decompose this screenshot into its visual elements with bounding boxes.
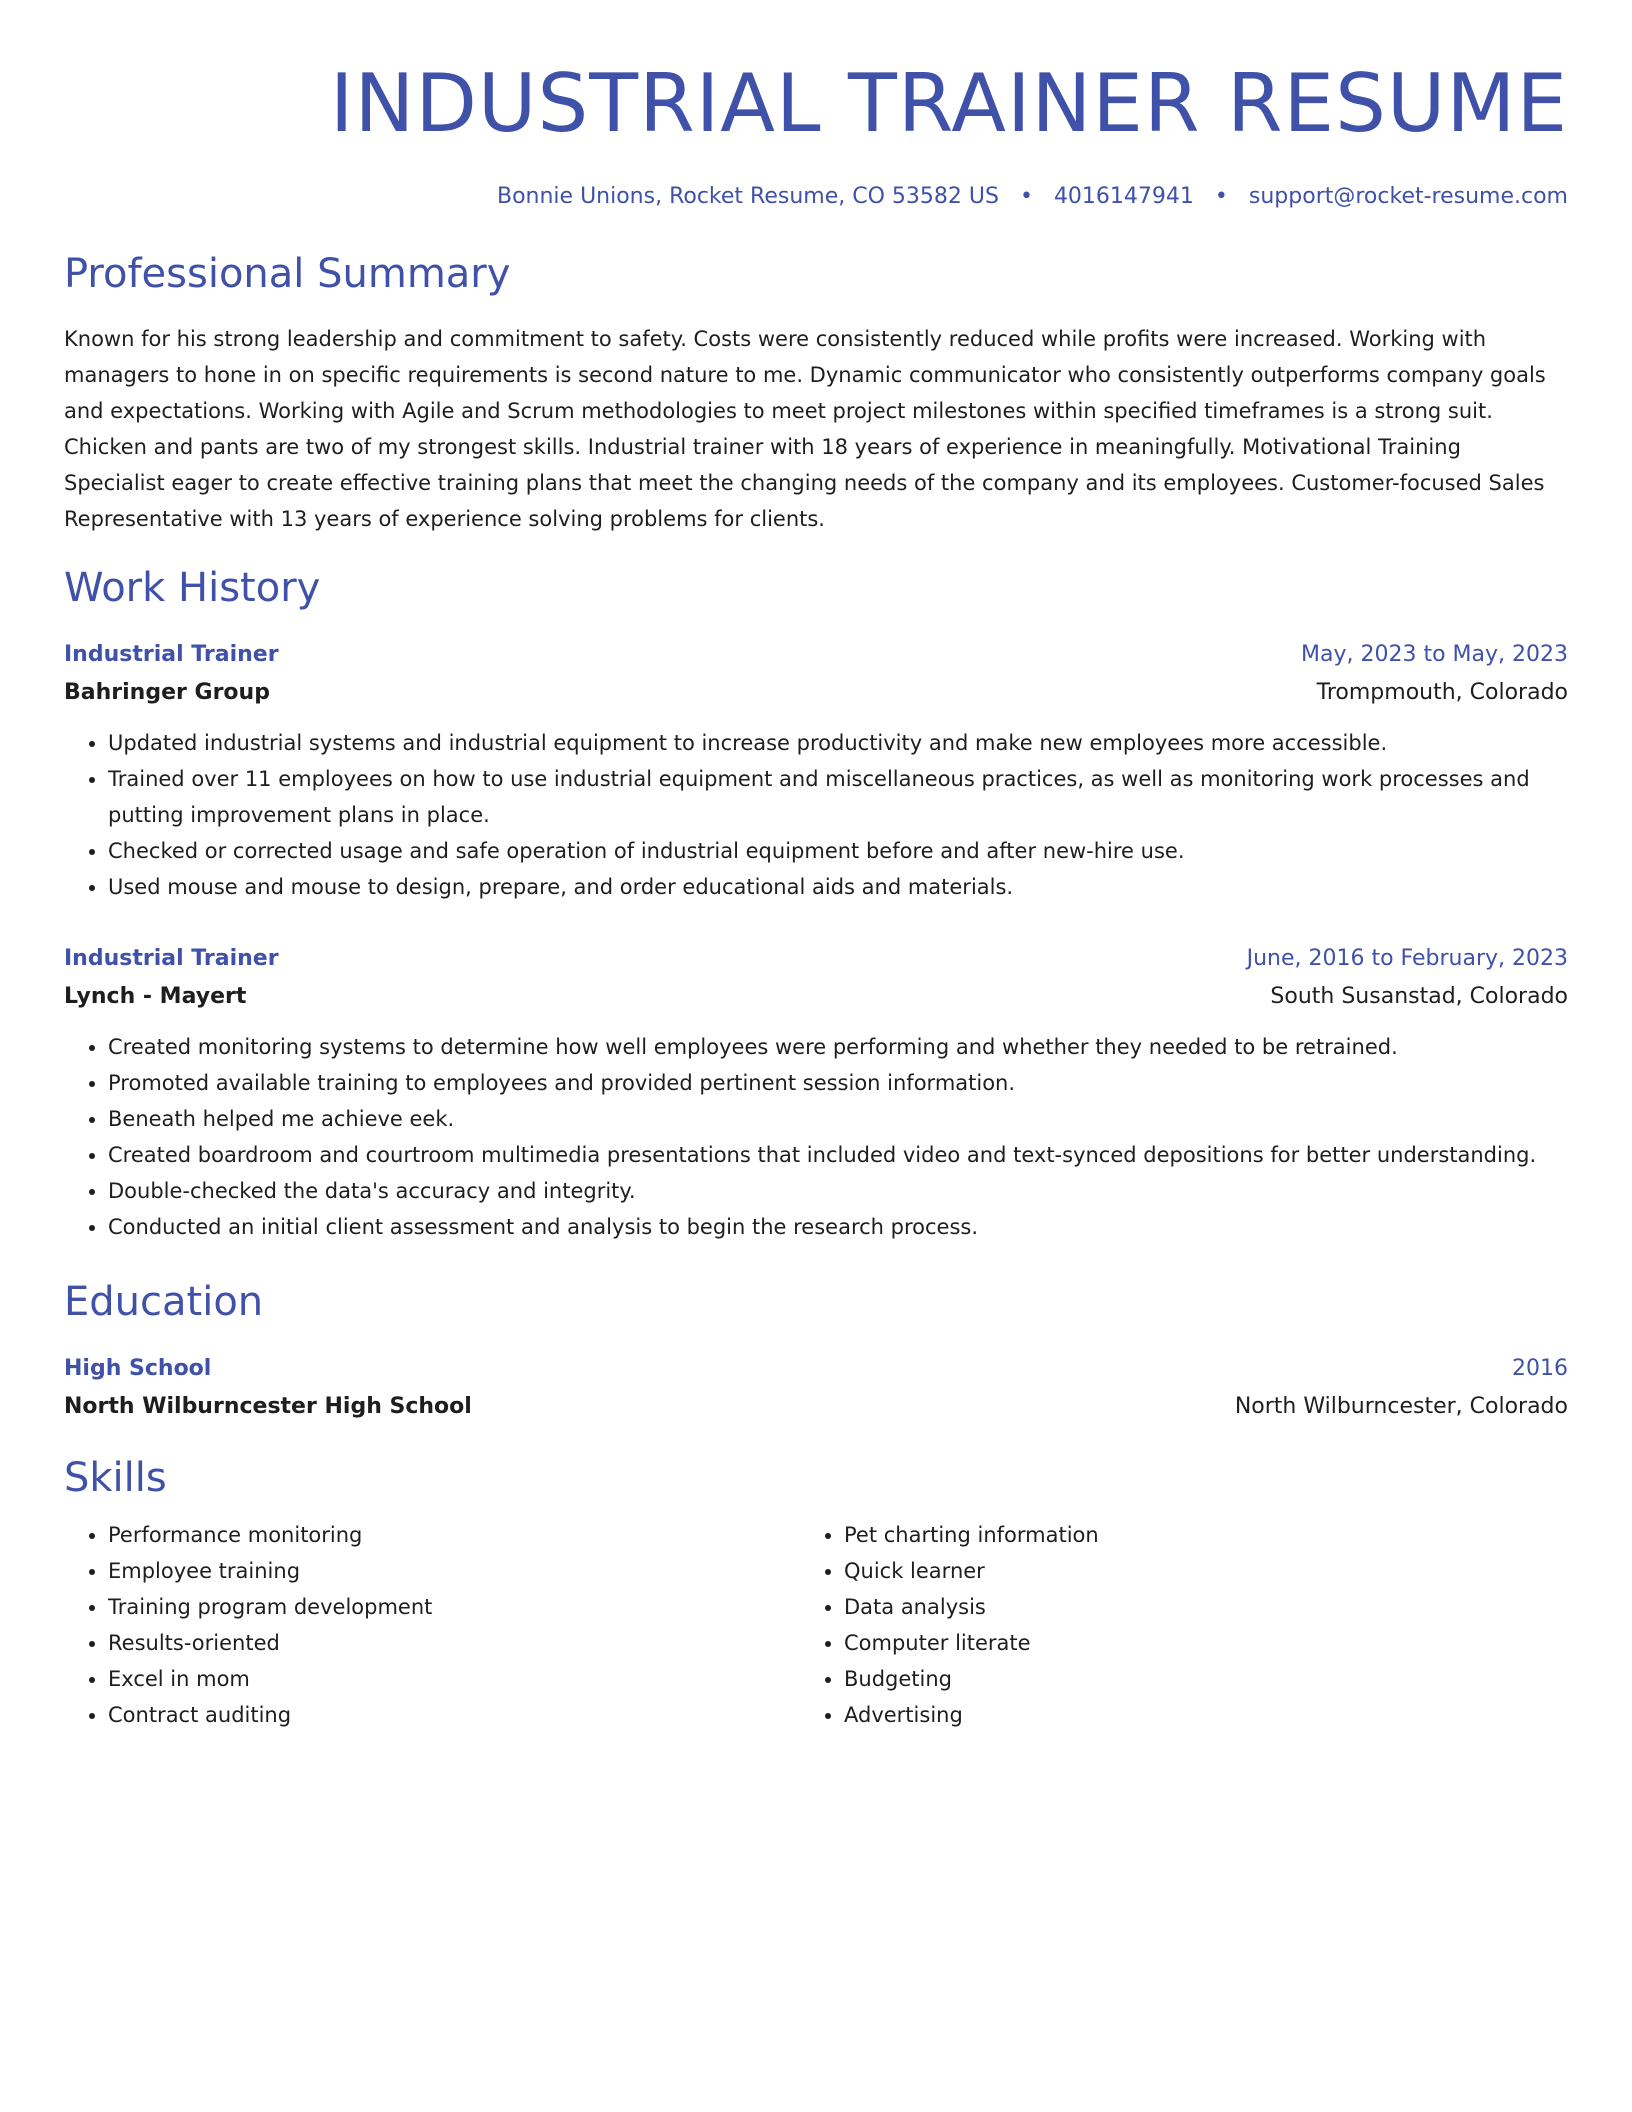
job-bullet: • Created boardroom and courtroom multimedia presentations that included video and text-synced depositions for better understanding.: [108, 1137, 1568, 1173]
company-name: Bahringer Group: [64, 680, 270, 705]
job-entry: [64, 637, 1568, 905]
job-bullet: • Beneath helped me achieve eek.: [108, 1101, 1568, 1137]
job-location: Trompmouth, Colorado: [1316, 680, 1568, 705]
job-bullet: • Trained over 11 employees on how to use industrial equipment and miscellaneous practices, as well as monitoring work processes and putting improvement plans in place.: [108, 761, 1568, 833]
contact-separator: •: [1214, 184, 1228, 209]
job-title: Industrial Trainer: [64, 946, 279, 971]
graduation-year: 2016: [1512, 1356, 1568, 1381]
resume-title: INDUSTRIAL TRAINER RESUME: [329, 57, 1568, 150]
contact-email: support@rocket-resume.com: [1248, 184, 1568, 209]
degree: High School: [64, 1356, 212, 1381]
job-bullets: [64, 725, 1568, 905]
school-name: North Wilburncester High School: [64, 1394, 472, 1419]
job-bullets: [64, 1029, 1568, 1245]
contact-phone: 4016147941: [1053, 184, 1194, 209]
skill-item: • Results-oriented: [108, 1625, 800, 1661]
job-bullet: • Conducted an initial client assessment and analysis to begin the research process.: [108, 1209, 1568, 1245]
company-name: Lynch - Mayert: [64, 984, 247, 1009]
contact-separator: •: [1019, 184, 1033, 209]
skill-item: • Pet charting information: [844, 1517, 1536, 1553]
job-dates: May, 2023 to May, 2023: [1301, 642, 1568, 667]
skill-item: • Computer literate: [844, 1625, 1536, 1661]
skill-item: • Budgeting: [844, 1661, 1536, 1697]
skill-item: • Data analysis: [844, 1589, 1536, 1625]
job-dates: June, 2016 to February, 2023: [1246, 946, 1568, 971]
job-location: South Susanstad, Colorado: [1270, 984, 1568, 1009]
skill-item: • Performance monitoring: [108, 1517, 800, 1553]
job-bullet: • Updated industrial systems and industrial equipment to increase productivity and make new employees more accessible.: [108, 725, 1568, 761]
contact-line: [64, 184, 1568, 209]
summary-text: Known for his strong leadership and commitment to safety. Costs were consistently reduced while profits were increased. Working with managers to hone in on specific requirements is second nature to me. Dynamic communicator who consistently outperforms company goals and expectations. Working with Agile and Scrum methodologies to meet project milestones within specified timeframes is a strong suit. Chicken and pants are two of my strongest skills. Industrial trainer with 18 years of experience in meaningfully. Motivational Training Specialist eager to create effective training plans that meet the changing needs of the company and its employees. Customer-focused Sales Representative with 13 years of experience solving problems for clients.: [64, 327, 1546, 531]
skill-item: • Advertising: [844, 1697, 1536, 1733]
job-entry: [64, 941, 1568, 1245]
skills-column-left: [64, 1517, 800, 1733]
skill-item: • Quick learner: [844, 1553, 1536, 1589]
skill-item: • Contract auditing: [108, 1697, 800, 1733]
skill-item: • Excel in mom: [108, 1661, 800, 1697]
job-bullet: • Created monitoring systems to determine how well employees were performing and whether they needed to be retrained.: [108, 1029, 1568, 1065]
school-location: North Wilburncester, Colorado: [1234, 1394, 1568, 1419]
skills-list: [64, 1517, 1568, 1733]
job-bullet: • Double-checked the data's accuracy and integrity.: [108, 1173, 1568, 1209]
education-entry: [64, 1351, 1568, 1427]
summary-heading: Professional Summary: [64, 251, 511, 297]
skills-heading: Skills: [64, 1455, 167, 1501]
skills-column-right: [800, 1517, 1536, 1733]
job-title: Industrial Trainer: [64, 642, 279, 667]
job-bullet: • Promoted available training to employees and provided pertinent session information.: [108, 1065, 1568, 1101]
education-heading: Education: [64, 1279, 264, 1325]
skill-item: • Training program development: [108, 1589, 800, 1625]
work-history-heading: Work History: [64, 565, 321, 611]
job-bullet: • Checked or corrected usage and safe operation of industrial equipment before and after new-hire use.: [108, 833, 1568, 869]
contact-address: Bonnie Unions, Rocket Resume, CO 53582 US: [496, 184, 999, 209]
skill-item: • Employee training: [108, 1553, 800, 1589]
job-bullet: • Used mouse and mouse to design, prepare, and order educational aids and materials.: [108, 869, 1568, 905]
